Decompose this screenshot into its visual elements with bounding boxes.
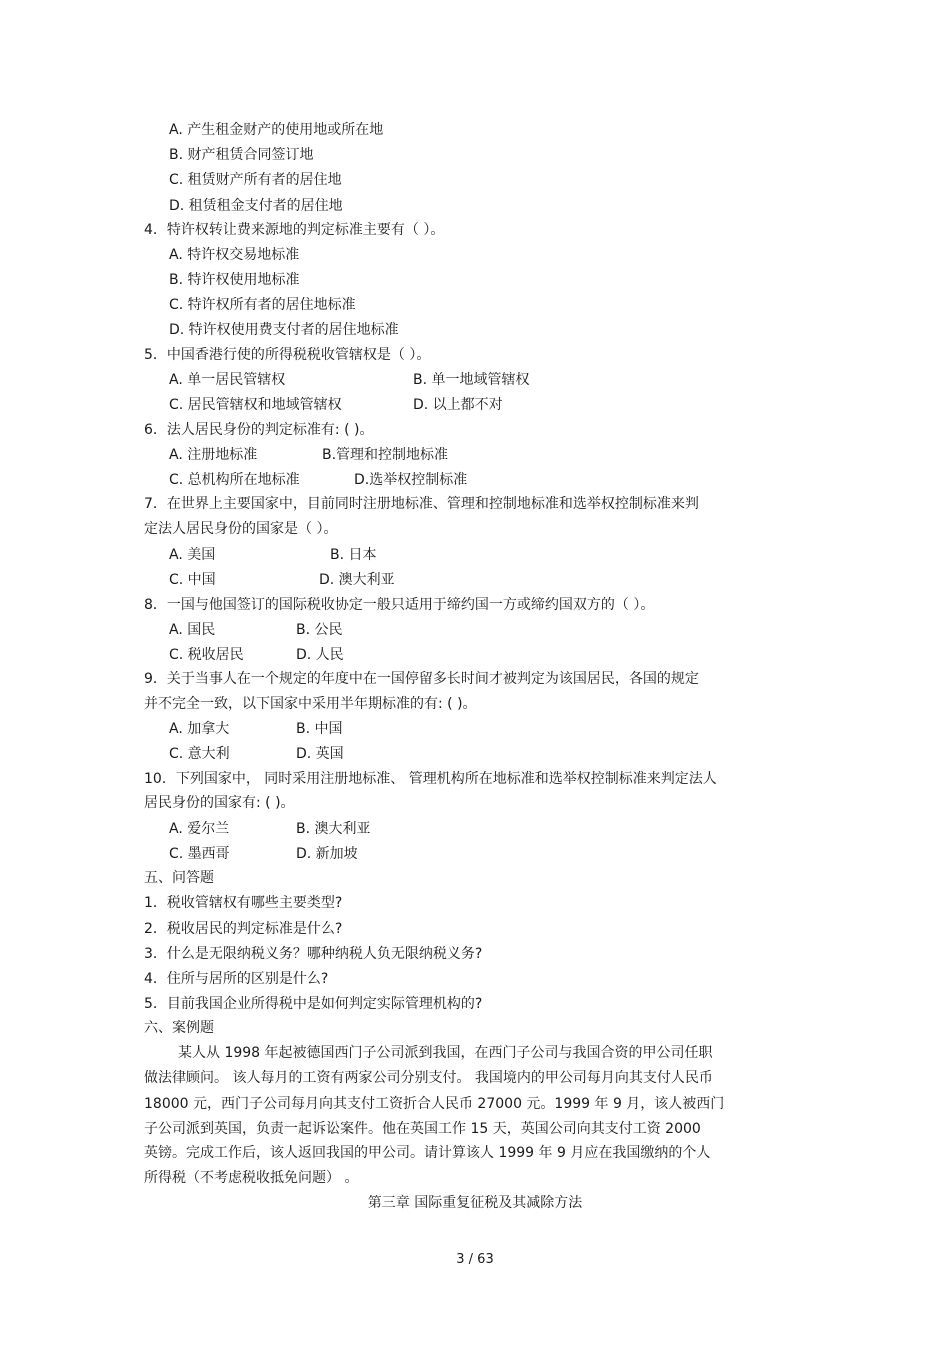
q7-stem-line2: 定法人居民身份的国家是（ ）。 [144, 521, 338, 537]
case-text-line-1: 某人从 1998 年起被德国西门子公司派到我国，在西门子公司与我国合资的甲公司任职 [178, 1045, 713, 1061]
q7-stem-line1: 7．在世界上主要国家中，目前同时注册地标准、管理和控制地标准和选举权控制标准来判 [144, 496, 699, 512]
q9-stem-line1: 9．关于当事人在一个规定的年度中在一国停留多长时间才被判定为该国居民，各国的规定 [144, 671, 699, 687]
section5-question-4: 4．住所与居所的区别是什么? [144, 971, 329, 987]
q9-option-a: A. 加拿大 [169, 721, 230, 737]
q3-option-b: B. 财产租赁合同签订地 [169, 147, 314, 163]
q8-option-a: A. 国民 [169, 622, 216, 638]
section5-question-3: 3．什么是无限纳税义务？哪种纳税人负无限纳税义务? [144, 946, 483, 962]
q9-option-b: B. 中国 [296, 721, 343, 737]
q10-option-b: B. 澳大利亚 [296, 821, 371, 837]
section5-title: 五、问答题 [144, 870, 214, 886]
q10-option-d: D. 新加坡 [296, 846, 358, 862]
q10-stem-line1: 10．下列国家中， 同时采用注册地标准、 管理机构所在地标准和选举权控制标准来判定法人 [144, 771, 717, 787]
q7-option-d: D. 澳大利亚 [319, 572, 395, 588]
q6-option-c: C. 总机构所在地标准 [169, 472, 300, 488]
q8-option-b: B. 公民 [296, 622, 343, 638]
q5-stem: 5．中国香港行使的所得税税收管辖权是（ ）。 [144, 347, 431, 363]
q8-option-d: D. 人民 [296, 647, 344, 663]
section5-question-2: 2．税收居民的判定标准是什么? [144, 921, 343, 937]
case-text-line-3: 18000 元，西门子公司每月向其支付工资折合人民币 27000 元。1999 年 9 月，该人被西门 [144, 1096, 725, 1112]
q4-option-d: D. 特许权使用费支付者的居住地标准 [169, 322, 399, 338]
q10-stem-line2: 居民身份的国家有: ( )。 [144, 795, 295, 811]
case-text-line-5: 英镑。完成工作后，该人返回我国的甲公司。请计算该人 1999 年 9 月应在我国缴纳的个人 [144, 1145, 711, 1161]
page-number: 3 / 63 [456, 1252, 494, 1267]
q9-stem-line2: 并不完全一致，以下国家中采用半年期标准的有: ( )。 [144, 696, 477, 712]
case-text-line-6: 所得税（不考虑税收抵免问题） 。 [144, 1170, 359, 1186]
chapter-title: 第三章 国际重复征税及其减除方法 [367, 1195, 583, 1211]
q5-option-b: B. 单一地域管辖权 [413, 372, 530, 388]
case-text-line-4: 子公司派到英国，负责一起诉讼案件。他在英国工作 15 天，英国公司向其支付工资 2000 [144, 1121, 701, 1137]
q6-option-d: D.选举权控制标准 [354, 472, 468, 488]
section5-question-5: 5．目前我国企业所得税中是如何判定实际管理机构的? [144, 996, 483, 1012]
section6-title: 六、案例题 [144, 1020, 214, 1036]
q8-option-c: C. 税收居民 [169, 647, 244, 663]
q3-option-a: A. 产生租金财产的使用地或所在地 [169, 122, 384, 138]
q7-option-a: A. 美国 [169, 547, 216, 563]
q9-option-c: C. 意大利 [169, 746, 230, 762]
q5-option-c: C. 居民管辖权和地域管辖权 [169, 397, 342, 413]
q6-option-a: A. 注册地标准 [169, 447, 258, 463]
q5-option-d: D. 以上都不对 [413, 397, 503, 413]
case-text-line-2: 做法律顾问。 该人每月的工资有两家公司分别支付。 我国境内的甲公司每月向其支付人民币 [144, 1070, 713, 1086]
q6-stem: 6．法人居民身份的判定标准有: ( )。 [144, 422, 374, 438]
q4-option-c: C. 特许权所有者的居住地标准 [169, 297, 356, 313]
q9-option-d: D. 英国 [296, 746, 344, 762]
q10-option-a: A. 爱尔兰 [169, 821, 230, 837]
q4-option-b: B. 特许权使用地标准 [169, 272, 300, 288]
q5-option-a: A. 单一居民管辖权 [169, 372, 286, 388]
q8-stem: 8．一国与他国签订的国际税收协定一般只适用于缔约国一方或缔约国双方的（ ）。 [144, 597, 655, 613]
q4-option-a: A. 特许权交易地标准 [169, 247, 300, 263]
section5-question-1: 1．税收管辖权有哪些主要类型? [144, 895, 343, 911]
q7-option-c: C. 中国 [169, 572, 216, 588]
q3-option-c: C. 租赁财产所有者的居住地 [169, 172, 342, 188]
q3-option-d: D. 租赁租金支付者的居住地 [169, 198, 343, 214]
q10-option-c: C. 墨西哥 [169, 846, 230, 862]
q7-option-b: B. 日本 [330, 547, 377, 563]
q6-option-b: B.管理和控制地标准 [322, 447, 449, 463]
q4-stem: 4．特许权转让费来源地的判定标准主要有（ ）。 [144, 222, 445, 238]
